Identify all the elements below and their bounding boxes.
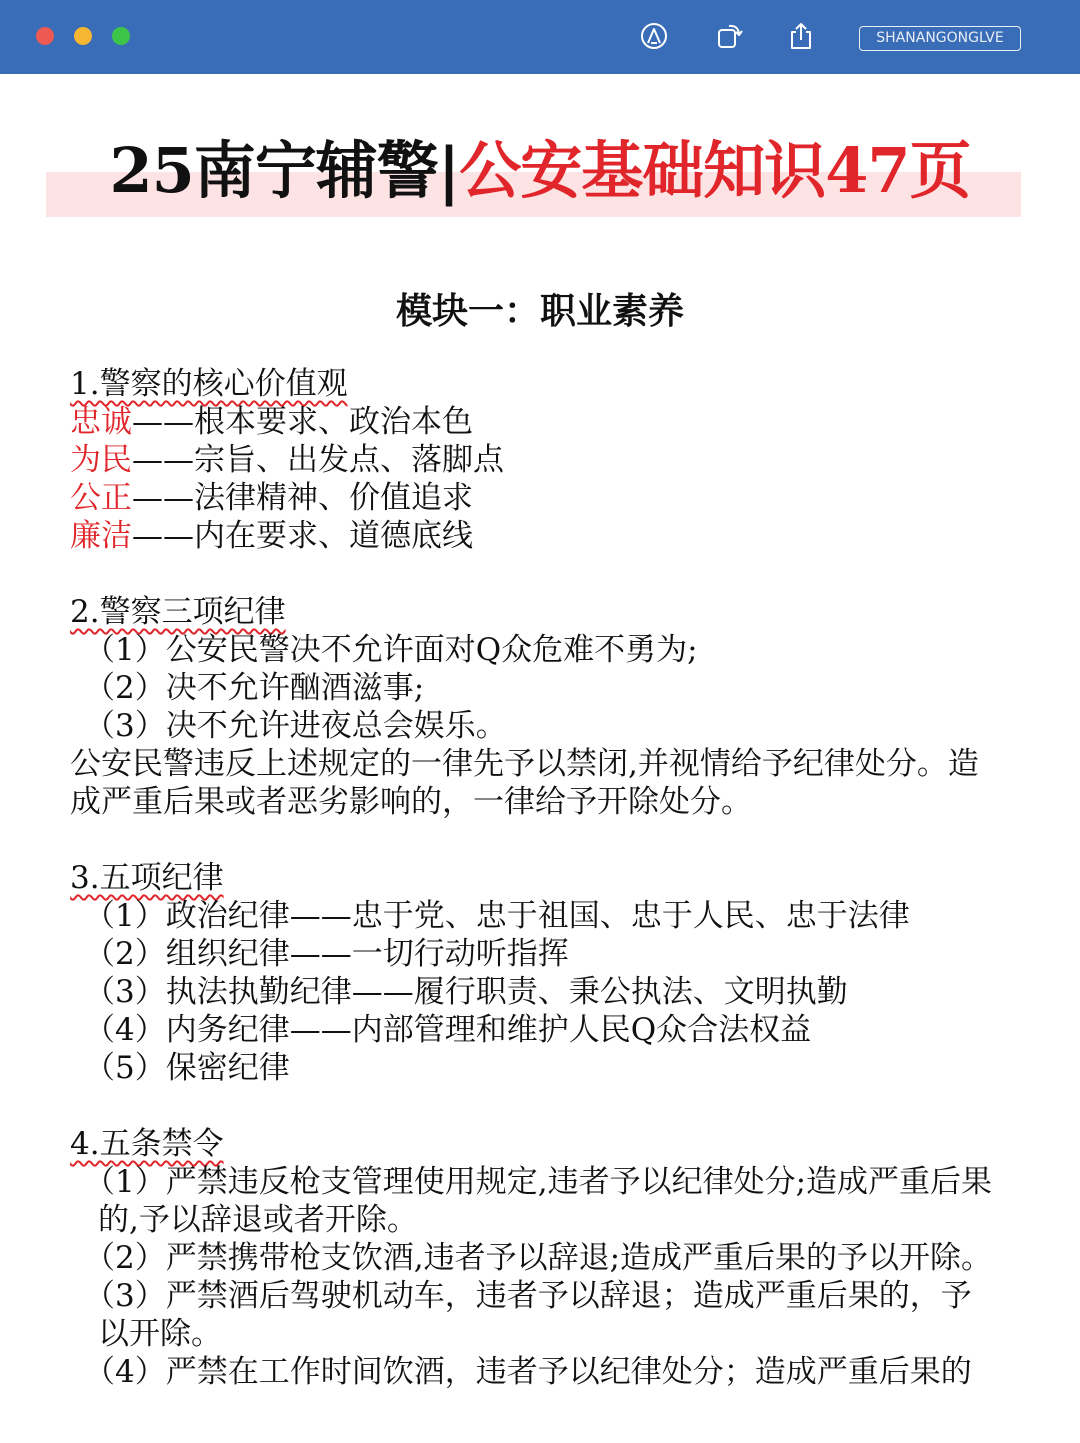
title-right: 公安基础知识47页 bbox=[459, 134, 971, 207]
list-item: 公正——法律精神、价值追求 bbox=[70, 480, 473, 516]
list-item: （4）严禁在工作时间饮酒，违者予以纪律处分；造成严重后果的 bbox=[84, 1354, 972, 1390]
list-item: 忠诚——根本要求、政治本色 bbox=[70, 404, 473, 440]
zoom-window-button[interactable] bbox=[112, 27, 130, 45]
paragraph-line: 成严重后果或者恶劣影响的，一律给予开除处分。 bbox=[70, 784, 752, 820]
list-item: （1）公安民警决不允许面对Q众危难不勇为; bbox=[84, 632, 698, 668]
list-item-continuation: 以开除。 bbox=[98, 1316, 222, 1352]
window-toolbar bbox=[0, 0, 1080, 74]
list-item-continuation: 的,予以辞退或者开除。 bbox=[98, 1202, 418, 1238]
close-window-button[interactable] bbox=[36, 27, 54, 45]
title-separator: | bbox=[437, 134, 460, 207]
share-icon[interactable] bbox=[785, 20, 817, 52]
list-item: （3）决不允许进夜总会娱乐。 bbox=[84, 708, 507, 744]
list-item: 为民——宗旨、出发点、落脚点 bbox=[70, 442, 504, 478]
list-item: 廉洁——内在要求、道德底线 bbox=[70, 518, 473, 554]
list-item: （4）内务纪律——内部管理和维护人民Q众合法权益 bbox=[84, 1012, 812, 1048]
section-heading: 4.五条禁令 bbox=[70, 1126, 224, 1162]
brand-label: SHANANGONGLVE bbox=[859, 26, 1021, 51]
list-item: （2）组织纪律——一切行动听指挥 bbox=[84, 936, 569, 972]
minimize-window-button[interactable] bbox=[74, 27, 92, 45]
section-heading: 3.五项纪律 bbox=[70, 860, 224, 896]
rotate-icon[interactable] bbox=[714, 20, 746, 52]
list-item: （2）严禁携带枪支饮酒,违者予以辞退;造成严重后果的予以开除。 bbox=[84, 1240, 993, 1276]
list-item: （3）执法执勤纪律——履行职责、秉公执法、文明执勤 bbox=[84, 974, 848, 1010]
list-item: （3）严禁酒后驾驶机动车，违者予以辞退；造成严重后果的，予 bbox=[84, 1278, 972, 1314]
title-left: 25南宁辅警 bbox=[109, 134, 438, 207]
module-title: 模块一：职业素养 bbox=[395, 290, 684, 332]
list-item: （1）政治纪律——忠于党、忠于祖国、忠于人民、忠于法律 bbox=[84, 898, 910, 934]
section-heading: 2.警察三项纪律 bbox=[70, 594, 286, 630]
paragraph-line: 公安民警违反上述规定的一律先予以禁闭,并视情给予纪律处分。造 bbox=[70, 746, 979, 782]
section-heading: 1.警察的核心价值观 bbox=[70, 366, 348, 402]
markup-icon[interactable] bbox=[638, 20, 670, 52]
page-title bbox=[0, 128, 1080, 214]
list-item: （1）严禁违反枪支管理使用规定,违者予以纪律处分;造成严重后果 bbox=[84, 1164, 993, 1200]
document-body bbox=[70, 365, 1020, 1391]
list-item: （2）决不允许酗酒滋事; bbox=[84, 670, 425, 706]
list-item: （5）保密纪律 bbox=[84, 1050, 290, 1086]
